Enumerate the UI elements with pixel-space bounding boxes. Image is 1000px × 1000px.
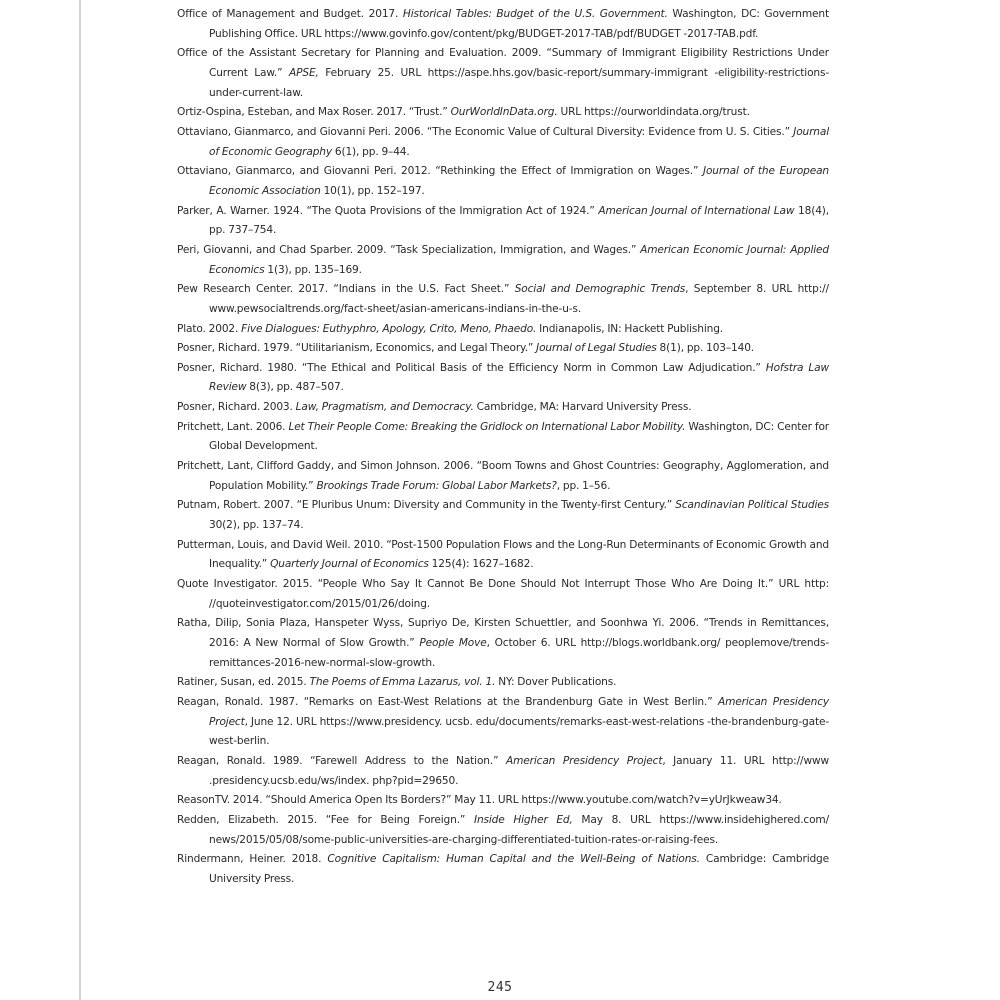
reference-text: Pritchett, Lant. 2006. [177,420,289,433]
reference-title-italic: Journal of the European Economic Association [209,165,829,197]
reference-text: Office of Management and Budget. 2017. [177,8,403,20]
reference-text: Reagan, Ronald. 1989. “Farewell Address to the Nation.” [177,754,507,767]
reference-entry [177,339,829,359]
reference-title-italic: Social and Demographic Trends [514,283,686,296]
reference-text: , January 11. URL http://www .presidency.ucsb.edu/ws/index. php?pid=29650. [209,754,829,787]
reference-text: Ortiz-Ospina, Esteban, and Max Roser. 2017. “Trust.” [177,106,451,119]
reference-entry [177,320,829,340]
reference-text: Putterman, Louis, and David Weil. 2010. “Post-1500 Population Flows and the Long-Run Determinants of Economic Growth and Inequality.” [177,538,829,571]
reference-entry [177,418,829,457]
reference-entry [177,123,829,162]
reference-text: Cambridge: Cambridge University Press. [209,853,830,885]
reference-entry [177,5,829,44]
reference-text: Redden, Elizabeth. 2015. “Fee for Being Foreign.” [177,813,474,826]
reference-text: Rindermann, Heiner. 2018. [177,853,328,866]
reference-text: Posner, Richard. 1979. “Utilitarianism, Economics, and Legal Theory.” [177,342,537,355]
reference-text: Ottaviano, Gianmarco, and Giovanni Peri. 2006. “The Economic Value of Cultural Diversity: Evidence from U. S. Cities.” [177,125,794,138]
reference-text: 18(4), pp. 737–754. [209,204,830,237]
reference-entry [177,850,829,889]
reference-entry [177,359,829,398]
reference-entry [177,536,829,575]
reference-text: 8(3), pp. 487–507. [246,381,344,394]
reference-entry [177,496,829,535]
reference-entry [177,457,829,496]
reference-entry [177,791,829,811]
reference-text: , pp. 1–56. [556,479,611,492]
reference-text: Quote Investigator. 2015. “People Who Say It Cannot Be Done Should Not Interrupt Those Who Are Doing It.” URL http: //quoteinvestigator.com/2015/01/26/doing. [177,578,829,610]
reference-text: 8(1), pp. 103–140. [656,342,755,355]
reference-title-italic: APSE, [289,66,319,79]
reference-title-italic: People Move [419,637,487,649]
reference-text: Peri, Giovanni, and Chad Sparber. 2009. “Task Specialization, Immigration, and Wages.” [177,243,641,256]
reference-entry [177,398,829,418]
reference-entry [177,673,829,693]
reference-entry [177,614,829,673]
reference-text: 1(3), pp. 135–169. [264,263,362,276]
reference-text: Indianapolis, IN: Hackett Publishing. [536,322,724,335]
reference-text: May 8. URL https://www.insidehighered.com/ news/2015/05/08/some-public-universities-are-charging-differentiated-tuition-rates-or-raising-fees. [209,813,829,846]
reference-list [177,5,829,890]
reference-title-italic: The Poems of Emma Lazarus, vol. 1. [309,676,496,689]
reference-text: Office of the Assistant Secretary for Planning and Evaluation. 2009. “Summary of Immigrant Eligibility Restrictions Under Current Law.” [177,47,829,79]
reference-entry [177,575,829,614]
reference-text: February 25. URL https://aspe.hhs.gov/basic-report/summary-immigrant -eligibility-restrictions-under-current-law. [209,66,830,99]
reference-title-italic: Historical Tables: Budget of the U.S. Government. [402,8,668,20]
reference-title-italic: American Economic Journal: Applied Economics [209,243,829,276]
reference-text: 6(1), pp. 9–44. [331,145,410,158]
reference-text: Pew Research Center. 2017. “Indians in the U.S. Fact Sheet.” [177,283,515,296]
reference-entry [177,811,829,850]
reference-text: Posner, Richard. 2003. [177,401,296,414]
reference-title-italic: Journal of Economic Geography [209,125,829,158]
reference-text: Reagan, Ronald. 1987. “Remarks on East-West Relations at the Brandenburg Gate in West Berlin.” [177,695,719,708]
reference-entry [177,280,829,319]
reference-entry [177,44,829,103]
reference-title-italic: Let Their People Come: Breaking the Gridlock on International Labor Mobility. [288,420,686,433]
reference-entry [177,103,829,123]
reference-entry [177,693,829,752]
reference-text: Washington, DC: Government Publishing Office. URL https://www.govinfo.gov/content/pkg/BUDGET-2017-TAB/pdf/BUDGET -2017-TAB.pdf. [209,8,829,40]
reference-title-italic: Hofstra Law Review [209,361,829,394]
page-margin-rule [79,0,81,1000]
reference-text: Putnam, Robert. 2007. “E Pluribus Unum: Diversity and Community in the Twenty-first Century.” [177,499,676,512]
reference-text: Ratiner, Susan, ed. 2015. [177,676,310,689]
reference-entry [177,752,829,791]
reference-text: Parker, A. Warner. 1924. “The Quota Provisions of the Immigration Act of 1924.” [177,204,599,217]
reference-text: 125(4): 1627–1682. [428,558,534,571]
reference-title-italic: American Presidency Project [506,754,663,767]
reference-title-italic: American Journal of International Law [598,204,795,217]
reference-text: Washington, DC: Center for Global Development. [209,420,829,453]
reference-entry [177,202,829,241]
reference-title-italic: Quarterly Journal of Economics [270,558,429,571]
reference-title-italic: Scandinavian Political Studies [675,499,829,512]
reference-text: Ottaviano, Gianmarco, and Giovanni Peri. 2012. “Rethinking the Effect of Immigration on Wages.” [177,165,703,178]
reference-title-italic: Law, Pragmatism, and Democracy. [295,401,474,414]
reference-title-italic: OurWorldInData.org. [450,106,558,119]
page-number: 245 [487,980,513,995]
reference-text: , September 8. URL http:// www.pewsocialtrends.org/fact-sheet/asian-americans-indians-in-the-u-s. [209,283,829,315]
reference-text: 30(2), pp. 137–74. [209,519,304,532]
reference-title-italic: American Presidency Project [209,695,829,728]
reference-text: Ratha, Dilip, Sonia Plaza, Hanspeter Wyss, Supriyo De, Kirsten Schuettler, and Soonhwa Yi. 2006. “Trends in Remittances, 2016: A New Normal of Slow Growth.” [177,617,829,649]
reference-text: , October 6. URL http://blogs.worldbank.org/ peoplemove/trends-remittances-2016-new-normal-slow-growth. [209,637,830,669]
reference-title-italic: Cognitive Capitalism: Human Capital and the Well-Being of Nations. [327,853,700,866]
reference-title-italic: Journal of Legal Studies [536,342,657,355]
reference-title-italic: Brookings Trade Forum: Global Labor Markets? [316,479,557,492]
reference-text: ReasonTV. 2014. “Should America Open Its Borders?” May 11. URL https://www.youtube.com/watch?v=yUrJkweaw34. [177,794,782,807]
reference-text: NY: Dover Publications. [495,676,617,689]
reference-entry [177,241,829,280]
reference-text: Plato. 2002. [177,322,242,335]
reference-text: , June 12. URL https://www.presidency. ucsb. edu/documents/remarks-east-west-relations -the-brandenburg-gate-west-berlin. [209,715,829,748]
reference-entry [177,162,829,201]
reference-text: Cambridge, MA: Harvard University Press. [473,401,692,414]
reference-text: Posner, Richard. 1980. “The Ethical and Political Basis of the Efficiency Norm in Common Law Adjudication.” [177,361,766,374]
reference-text: Pritchett, Lant, Clifford Gaddy, and Simon Johnson. 2006. “Boom Towns and Ghost Countries: Geography, Agglomeration, and Population Mobility.” [177,460,829,492]
reference-title-italic: Inside Higher Ed, [473,813,573,826]
reference-text: 10(1), pp. 152–197. [320,184,425,197]
reference-title-italic: Five Dialogues: Euthyphro, Apology, Crito, Meno, Phaedo. [241,322,537,335]
reference-text: URL https://ourworldindata.org/trust. [557,106,750,119]
